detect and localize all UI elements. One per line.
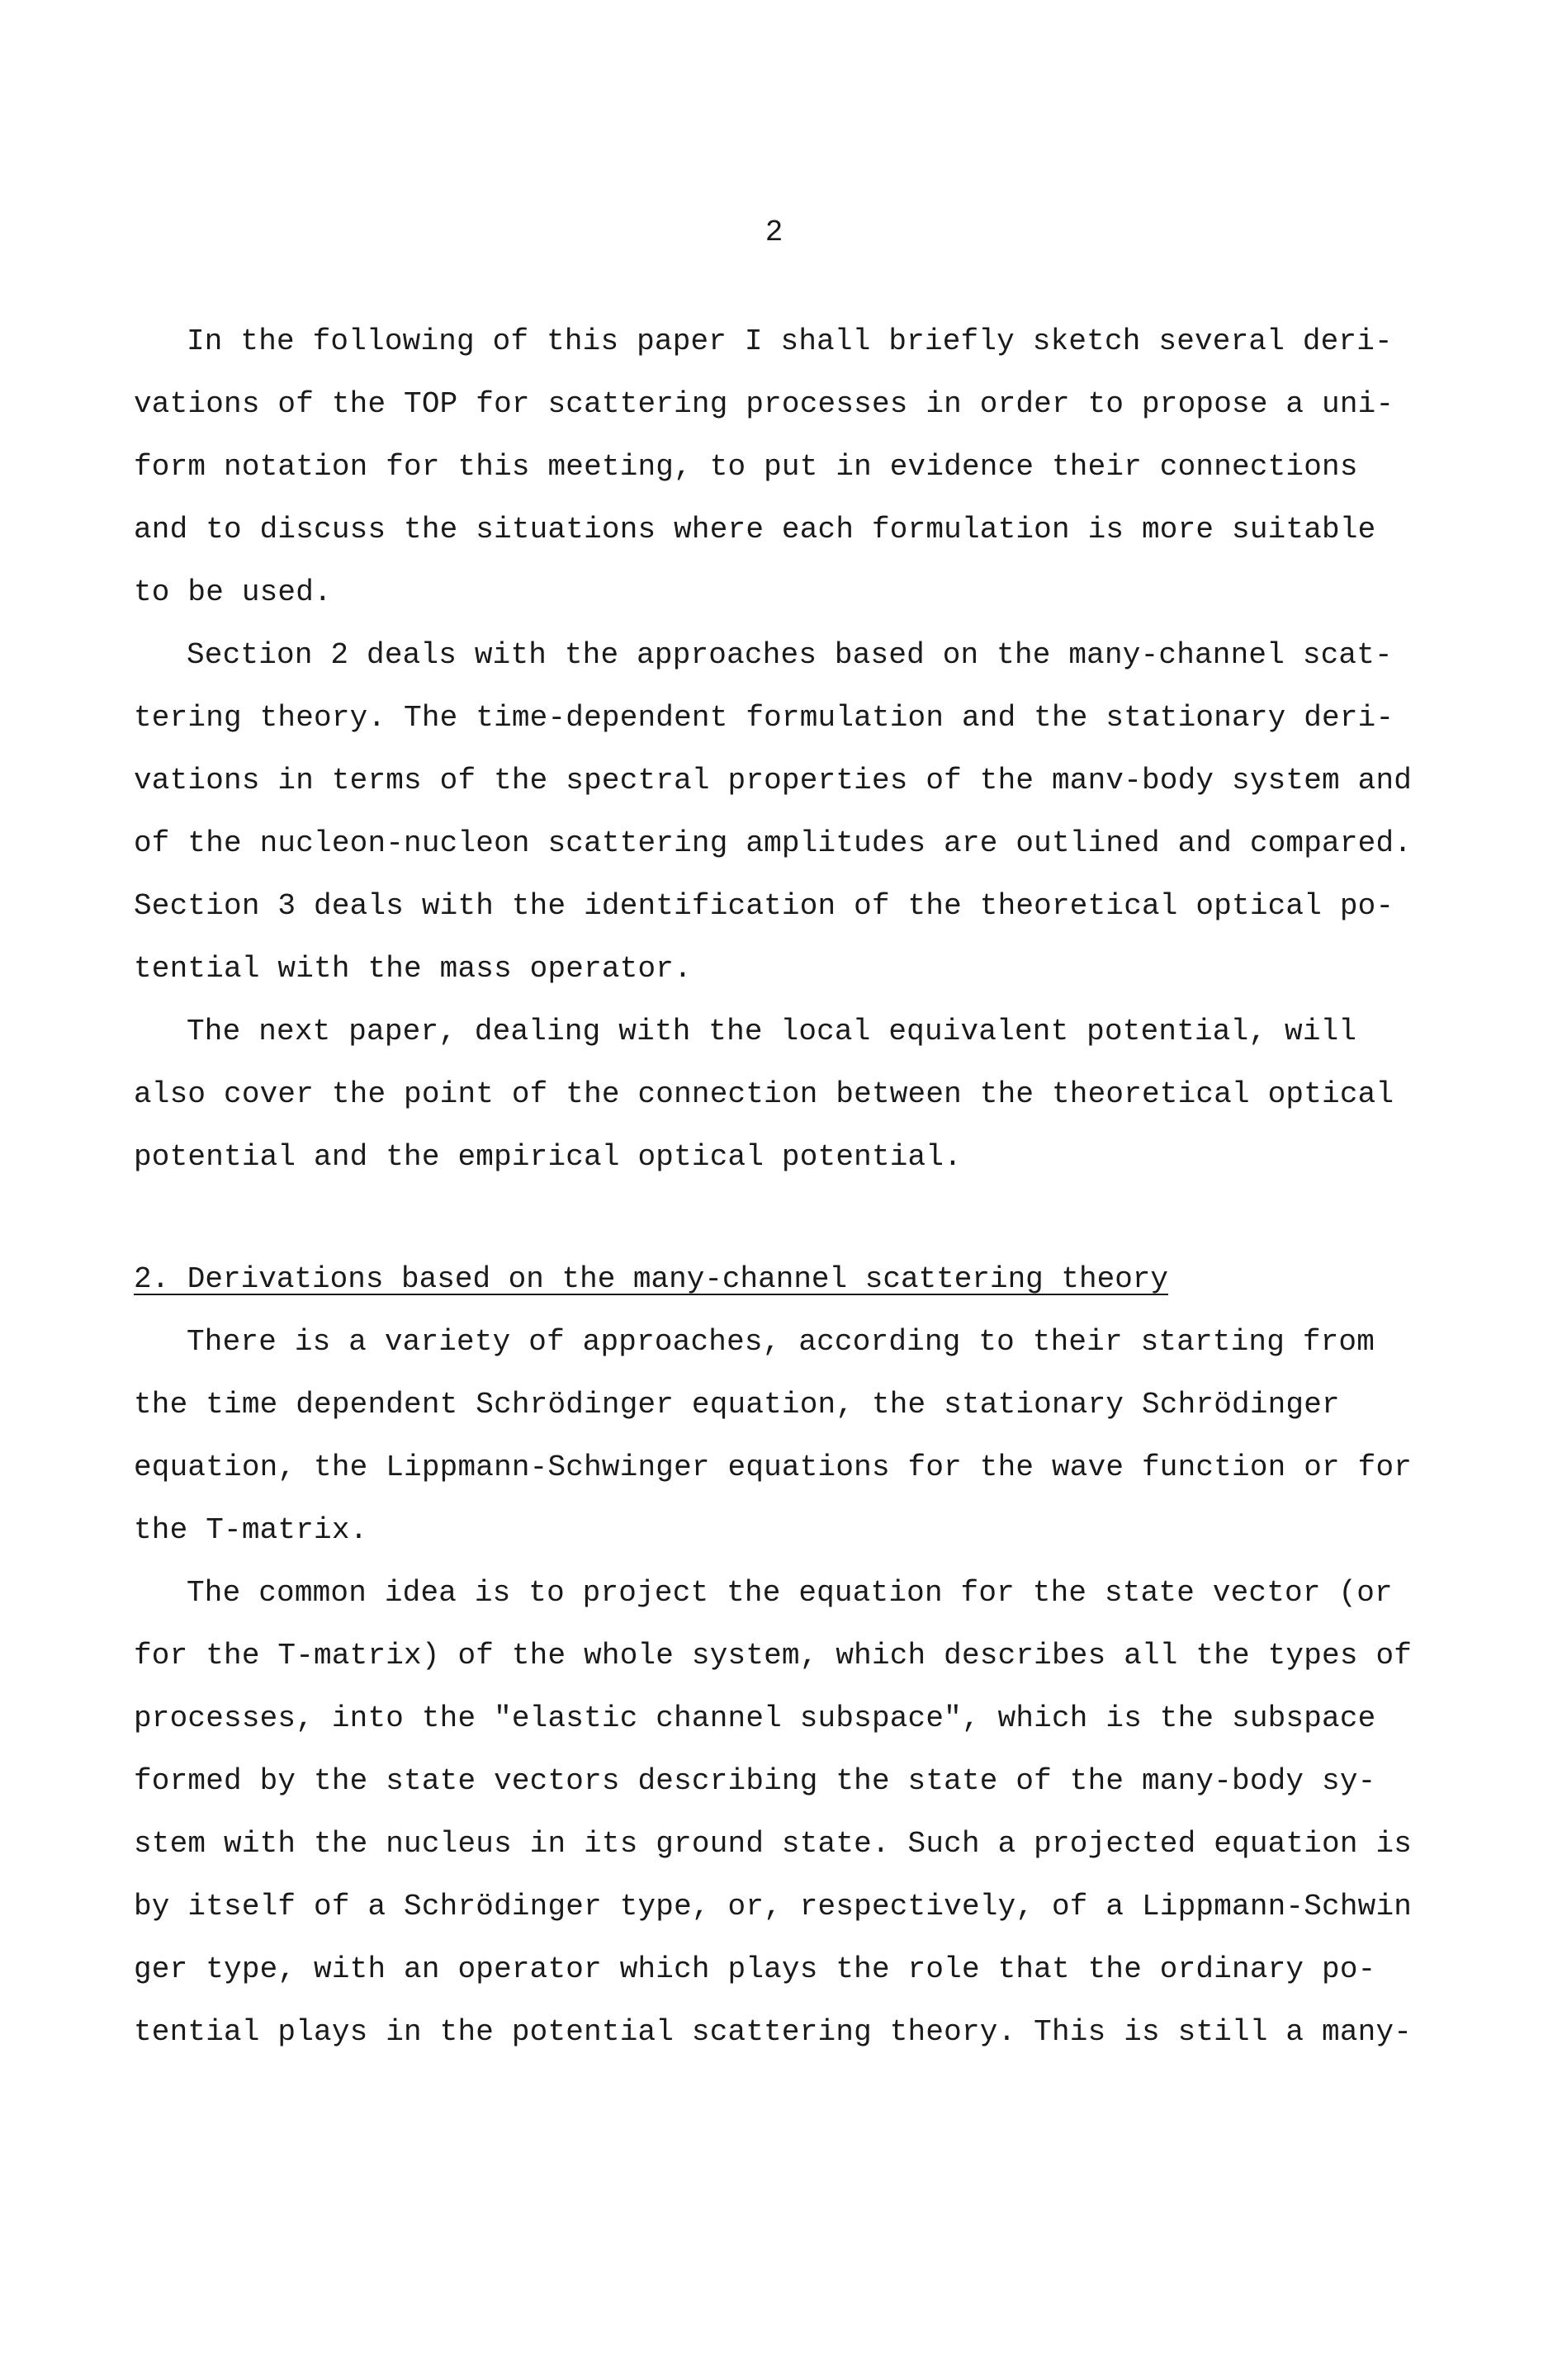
text-line: stem with the nucleus in its ground state. Such a projected equation is: [134, 1827, 1413, 1861]
text-line: and to discuss the situations where each formulation is more suitable: [134, 513, 1376, 547]
text-line: also cover the point of the connection between the theoretical optical: [134, 1077, 1394, 1111]
text-line: vations in terms of the spectral properties of the manv-body system and: [134, 764, 1413, 797]
text-line: In the following of this paper I shall briefly sketch several deri-: [187, 324, 1393, 358]
text-line: of the nucleon-nucleon scattering amplitudes are outlined and compared.: [134, 826, 1413, 860]
text-line: The common idea is to project the equation for the state vector (or: [187, 1576, 1393, 1610]
text-line: Section 2 deals with the approaches based on the many-channel scat-: [187, 638, 1393, 672]
text-line: form notation for this meeting, to put in evidence their connections: [134, 450, 1358, 484]
text-line: Section 3 deals with the identification of the theoretical optical po-: [134, 889, 1394, 923]
text-line: ger type, with an operator which plays the role that the ordinary po-: [134, 1952, 1376, 1986]
text-line: for the T-matrix) of the whole system, which describes all the types of: [134, 1639, 1413, 1673]
text-line: equation, the Lippmann-Schwinger equations for the wave function or for: [134, 1450, 1413, 1484]
text-line: tential with the mass operator.: [134, 952, 692, 986]
text-line: tential plays in the potential scattering theory. This is still a many-: [134, 2015, 1413, 2049]
text-line: to be used.: [134, 575, 332, 609]
text-line: by itself of a Schrödinger type, or, respectively, of a Lippmann-Schwin: [134, 1890, 1413, 1923]
text-line: processes, into the "elastic channel subspace", which is the subspace: [134, 1701, 1376, 1735]
page-number: 2: [765, 215, 783, 249]
text-line: the time dependent Schrödinger equation, the stationary Schrödinger: [134, 1388, 1340, 1422]
text-line: The next paper, dealing with the local equivalent potential, will: [187, 1015, 1357, 1048]
text-line: the T-matrix.: [134, 1513, 368, 1547]
section-heading: 2. Derivations based on the many-channel scattering theory: [134, 1262, 1169, 1296]
text-line: There is a variety of approaches, according to their starting from: [187, 1325, 1375, 1359]
text-line: formed by the state vectors describing the state of the many-body sy-: [134, 1764, 1376, 1798]
text-line: potential and the empirical optical potential.: [134, 1140, 962, 1174]
text-line: tering theory. The time-dependent formulation and the stationary deri-: [134, 701, 1394, 735]
text-line: vations of the TOP for scattering processes in order to propose a uni-: [134, 387, 1394, 421]
